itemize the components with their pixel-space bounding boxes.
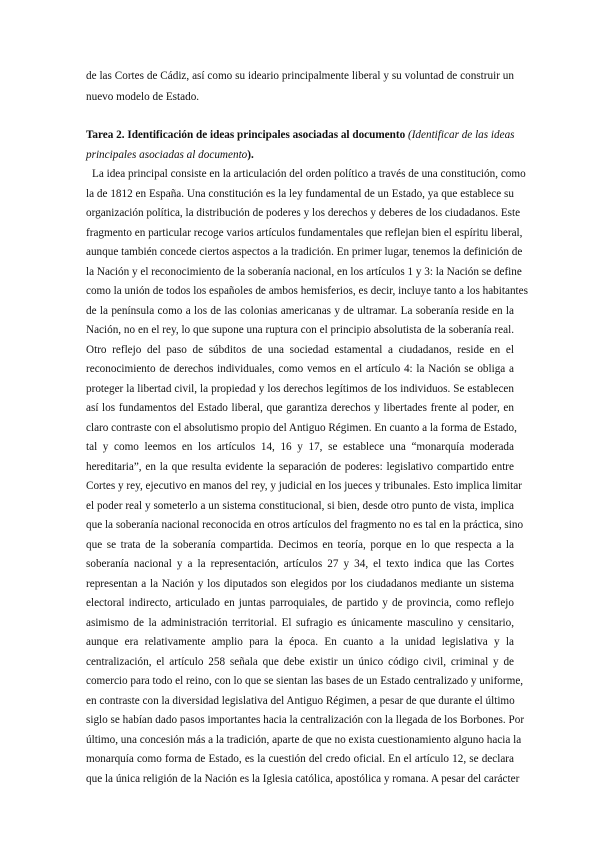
body-line-6: la Nación y el reconocimiento de la soberanía nacional, en los artículos 1 y 3: la Nación se define (86, 266, 522, 278)
body-line-20: que se trata de la soberanía compartida. Decimos en teoría, porque en lo que respecta a la (86, 539, 514, 551)
body-line-28: en contraste con la diversidad legislativa del Antiguo Régimen, a pesar de que durante el último (86, 695, 515, 707)
body-line-26: centralización, el artículo 258 señala que debe existir un único código civil, criminal y de (86, 656, 514, 668)
section-heading-close: ). (247, 149, 254, 161)
intro-line-2: nuevo modelo de Estado. (86, 91, 200, 103)
body-line-32: que la única religión de la Nación es la Iglesia católica, apostólica y romana. A pesar del carácter (86, 773, 520, 785)
body-line-19: que la soberanía nacional reconocida en otros artículos del fragmento no es tal en la práctica, sino (86, 519, 524, 531)
body-line-11: reconocimiento de derechos individuales, como vemos en el artículo 4: la Nación se obliga a (86, 363, 514, 375)
section-heading-instruction-1: (Identificar de las ideas (407, 129, 515, 141)
section-heading-instruction-2: principales asociadas al documento (86, 149, 248, 161)
body-line-17: Cortes y rey, ejecutivo en manos del rey, y judicial en los jueces y tribunales. Esto implica limitar (86, 480, 522, 492)
body-line-2: la de 1812 en España. Una constitución es la ley fundamental de un Estado, ya que establece su (86, 188, 514, 200)
body-line-27: comercio para todo el reino, con lo que se sientan las bases de un Estado centralizado y uniforme, (86, 675, 524, 687)
section-heading-title: Tarea 2. Identificación de ideas principales asociadas al documento (86, 129, 406, 141)
body-line-18: el poder real y someterlo a un sistema constitucional, si bien, desde otro punto de vista, implica (86, 500, 514, 512)
body-line-4: fragmento en particular recoge varios artículos fundamentales que reflejan bien el espíritu liberal, (86, 227, 523, 239)
body-line-10: Otro reflejo del paso de súbditos de una sociedad estamental a ciudadanos, reside en el (86, 344, 514, 356)
body-line-8: de la península como a los de las colonias americanas y de ultramar. La soberanía reside en la (86, 305, 514, 317)
body-line-9: Nación, no en el rey, lo que supone una ruptura con el principio absolutista de la soberanía real. (86, 324, 514, 336)
body-line-7: como la unión de todos los españoles de ambos hemisferios, es decir, incluye tanto a los habitantes (86, 285, 528, 297)
body-line-30: último, una concesión más a la tradición, aparte de que no exista cuestionamiento alguno hacia la (86, 734, 522, 746)
body-line-1: La idea principal consiste en la articulación del orden político a través de una constitución, como (92, 168, 526, 180)
body-line-12: proteger la libertad civil, la propiedad y los derechos legítimos de los individuos. Se establecen (86, 383, 514, 395)
body-line-31: monarquía como forma de Estado, es la cuestión del credo oficial. En el artículo 12, se declara (86, 753, 514, 765)
body-line-22: representan a la Nación y los diputados son elegidos por los ciudadanos mediante un sistema (86, 578, 514, 590)
section-heading-line-2 (86, 148, 514, 162)
body-line-14: claro contraste con el absolutismo propio del Antiguo Régimen. En cuanto a la forma de Estado, (86, 422, 517, 434)
body-line-13: así los fundamentos del Estado liberal, que garantiza derechos y libertades frente al poder, en (86, 402, 514, 414)
body-line-29: siglo se habían dado pasos importantes hacia la centralización con la llegada de los Borbones. Por (86, 714, 525, 726)
body-line-16: hereditaria”, en la que resulta evidente la separación de poderes: legislativo compartido entre (86, 461, 514, 473)
body-line-3: organización política, la distribución de poderes y los derechos y deberes de los ciudadanos. Este (86, 207, 521, 219)
body-line-25: aunque era relativamente amplio para la época. En cuanto a la unidad legislativa y la (86, 636, 514, 648)
intro-line-1: de las Cortes de Cádiz, así como su ideario principalmente liberal y su voluntad de construir un (86, 70, 514, 82)
body-line-15: tal y como leemos en los artículos 14, 16 y 17, se establece una “monarquía moderada (86, 441, 514, 453)
body-line-23: electoral indirecto, articulado en juntas parroquiales, de partido y de provincia, como reflejo (86, 597, 514, 609)
body-line-24: asimismo de la administración territorial. El sufragio es únicamente masculino y censitario, (86, 617, 514, 629)
body-line-21: soberanía nacional y a la representación, artículos 27 y 34, el texto indica que las Cortes (86, 558, 514, 570)
body-line-5: aunque también concede ciertos aspectos a la tradición. En primer lugar, tenemos la definición de (86, 246, 523, 258)
section-heading-line-1 (86, 128, 514, 142)
